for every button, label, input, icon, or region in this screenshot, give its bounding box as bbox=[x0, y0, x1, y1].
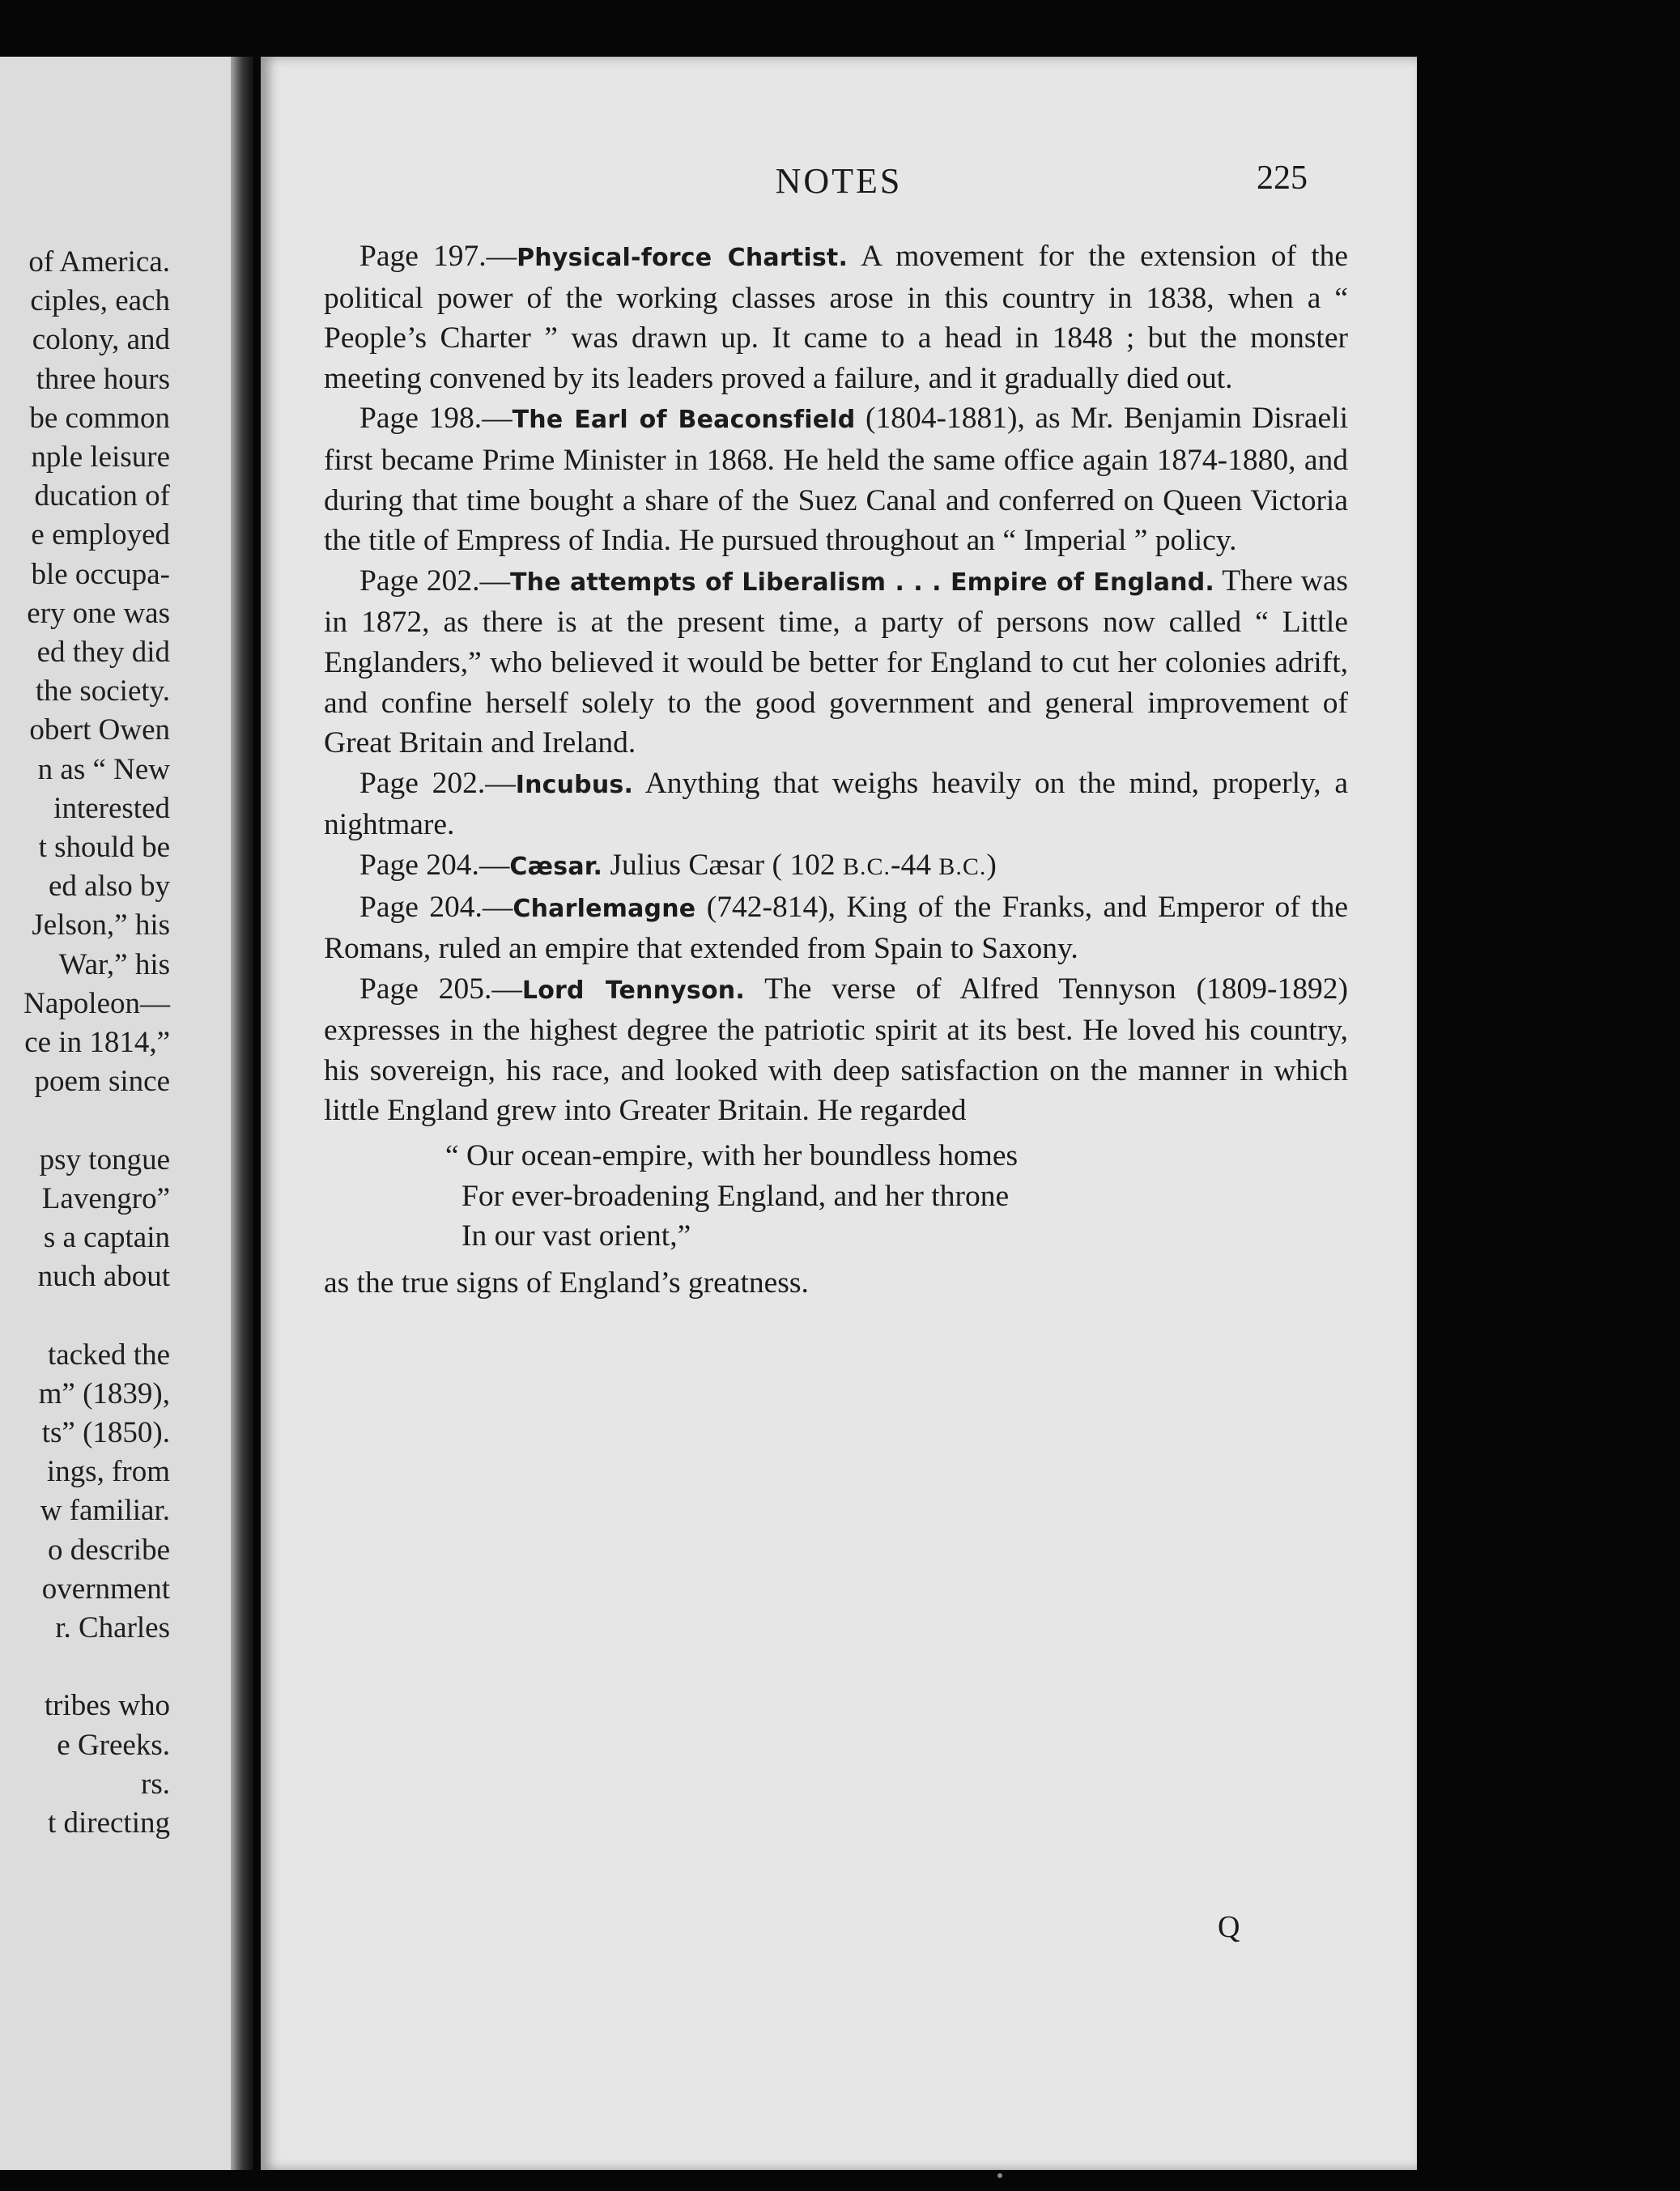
note-heading: Incubus. bbox=[515, 770, 634, 799]
facing-page-line: ed also by bbox=[48, 870, 170, 904]
facing-page-line: ts” (1850). bbox=[41, 1416, 170, 1449]
note-paragraph bbox=[324, 236, 1348, 398]
note-text: A movement for the extension of the political power of the working classes arose in this country in 1838, when a “ People’s Charter ” was drawn up. It came to a head in 1848 ; but the monster meeting convened by its leaders proved a failure, and it gradually died out. bbox=[324, 240, 1349, 395]
facing-page-line: r. Charles bbox=[55, 1611, 170, 1644]
facing-page-line: n as “ New bbox=[37, 752, 170, 786]
facing-page-line: Lavengro” bbox=[41, 1181, 170, 1215]
facing-page-line: ce in 1814,” bbox=[24, 1026, 170, 1059]
page-ref: Page 204.— bbox=[359, 848, 510, 882]
facing-page-line: t directing bbox=[47, 1806, 170, 1840]
verse-quote bbox=[445, 1136, 1348, 1257]
facing-page-line: ings, from bbox=[46, 1455, 170, 1489]
facing-page-line: ble occupa- bbox=[31, 557, 170, 591]
facing-page-line: interested bbox=[53, 791, 170, 825]
facing-page-line: e Greeks. bbox=[57, 1728, 170, 1762]
signature-mark: Q bbox=[1218, 1910, 1240, 1944]
note-heading: Cæsar. bbox=[509, 852, 603, 881]
page-ref: Page 197.— bbox=[359, 240, 517, 273]
facing-page-line: tacked the bbox=[48, 1338, 170, 1372]
page-ref: Page 202.— bbox=[359, 766, 516, 800]
note-heading: Physical-force Chartist. bbox=[517, 244, 849, 272]
note-text: (742-814), King of the Franks, and Emperor of the Romans, ruled an empire that extended from Spain to Saxony. bbox=[324, 890, 1348, 966]
page-ref: Page 205.— bbox=[359, 972, 522, 1006]
note-heading: The Earl of Beaconsfield bbox=[512, 406, 856, 435]
facing-page-line: tribes who bbox=[44, 1689, 170, 1723]
facing-page-line: nuch about bbox=[37, 1260, 170, 1294]
facing-page-line: ery one was bbox=[27, 596, 170, 630]
note-text: Anything that weighs heavily on the mind, properly, a nightmare. bbox=[324, 766, 1348, 842]
facing-page-line: w familiar. bbox=[40, 1494, 170, 1528]
notes-body bbox=[324, 236, 1348, 1303]
facing-page-line: t should be bbox=[38, 831, 170, 864]
era-label: B.C. bbox=[938, 853, 987, 880]
facing-page-line: obert Owen bbox=[29, 713, 170, 747]
page-number: 225 bbox=[1257, 160, 1308, 197]
era-label: B.C. bbox=[842, 853, 891, 880]
note-text: -44 bbox=[891, 848, 939, 882]
page bbox=[261, 57, 1417, 2170]
note-text: The verse of Alfred Tennyson (1809-1892) expresses in the highest degree the patriotic spirit at its best. He loved his country, his sovereign, his race, and looked with deep satisfaction on the manner in which little England grew into Greater Britain. He regarded bbox=[324, 972, 1348, 1128]
facing-page bbox=[0, 57, 231, 2170]
note-paragraph bbox=[324, 398, 1348, 560]
running-head: NOTES bbox=[775, 161, 903, 201]
note-heading: Charlemagne bbox=[513, 894, 696, 923]
facing-page-line: ducation of bbox=[34, 479, 170, 513]
facing-page-line: s a captain bbox=[43, 1221, 170, 1254]
verse-line: For ever-broadening England, and her throne bbox=[461, 1179, 1010, 1213]
book-gutter bbox=[231, 57, 253, 2170]
facing-page-line: o describe bbox=[47, 1533, 170, 1567]
facing-page-line: of America. bbox=[28, 245, 170, 279]
facing-page-line: e employed bbox=[31, 518, 170, 552]
facing-page-line: overnment bbox=[41, 1572, 170, 1606]
note-paragraph bbox=[324, 845, 1348, 887]
verse-line: “ Our ocean-empire, with her boundless homes bbox=[445, 1139, 1019, 1173]
facing-page-line: poem since bbox=[34, 1065, 170, 1099]
facing-page-line: ed they did bbox=[36, 636, 170, 669]
note-paragraph bbox=[324, 561, 1348, 764]
closing-line: as the true signs of England’s greatness. bbox=[324, 1266, 809, 1300]
note-text: Julius Cæsar ( 102 bbox=[602, 848, 843, 882]
facing-page-line: the society. bbox=[35, 674, 170, 708]
facing-page-line: m” (1839), bbox=[38, 1376, 170, 1410]
verse-line: In our vast orient,” bbox=[461, 1219, 691, 1253]
note-text: (1804-1881), as Mr. Benjamin Disraeli first became Prime Minister in 1868. He held the same office again 1874-1880, and during that time bought a share of the Suez Canal and conferred on Queen Victoria the title of Empress of India. He pursued throughout an “ Imperial ” policy. bbox=[324, 402, 1348, 558]
facing-page-line: psy tongue bbox=[39, 1142, 170, 1176]
page-ref: Page 204.— bbox=[359, 890, 513, 924]
facing-page-line: be common bbox=[29, 401, 170, 435]
scan-spot bbox=[997, 2173, 1002, 2178]
facing-page-line: three hours bbox=[36, 362, 170, 396]
facing-page-line: War,” his bbox=[58, 947, 170, 981]
note-text: ) bbox=[986, 848, 997, 882]
facing-page-line: ciples, each bbox=[30, 284, 170, 318]
facing-page-line: rs. bbox=[141, 1767, 170, 1801]
facing-page-line: nple leisure bbox=[31, 440, 170, 474]
page-ref: Page 198.— bbox=[359, 402, 513, 436]
note-paragraph bbox=[324, 969, 1348, 1131]
note-paragraph bbox=[324, 887, 1348, 969]
note-heading: The attempts of Liberalism . . . Empire of England. bbox=[509, 568, 1214, 597]
note-paragraph bbox=[324, 764, 1348, 845]
note-heading: Lord Tennyson. bbox=[521, 976, 745, 1005]
facing-page-line: Napoleon— bbox=[23, 986, 170, 1020]
note-text: There was in 1872, as there is at the present time, a party of persons now called “ Little Englanders,” who believed it would be better for England to cut her colonies adrift, and confine herself solely to the good government and general improvement of Great Britain and Ireland. bbox=[324, 564, 1348, 760]
facing-page-line: colony, and bbox=[32, 323, 170, 357]
facing-page-line: Jelson,” his bbox=[32, 908, 170, 942]
page-ref: Page 202.— bbox=[359, 564, 510, 598]
